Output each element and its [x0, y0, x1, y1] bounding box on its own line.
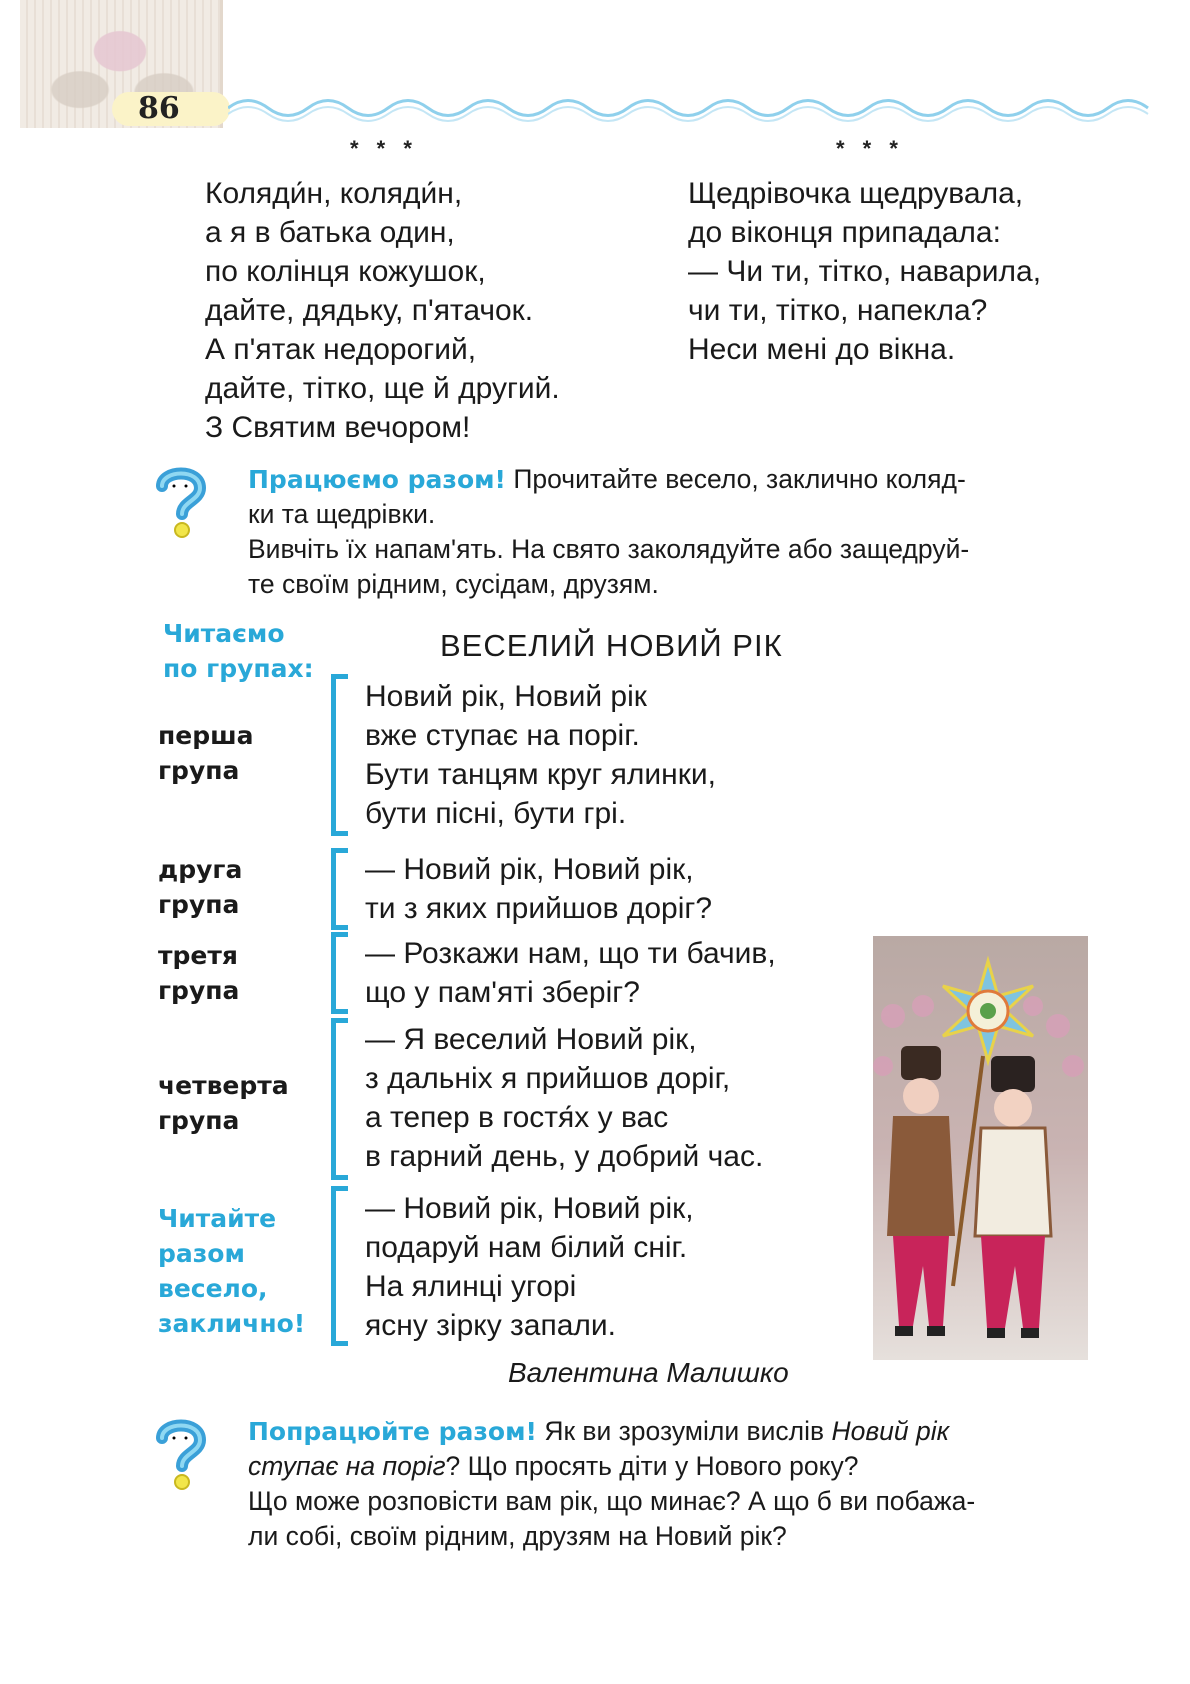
group-bracket [331, 1018, 348, 1180]
label-line: разом [158, 1239, 245, 1268]
verse-line: — Розкажи нам, що ти бачив, [365, 937, 776, 970]
poem-right-stars: * * * [836, 136, 904, 161]
task2-line: Що може розповісти вам рік, що минає? А що б ви побажа- [248, 1486, 976, 1516]
verse-line: подаруй нам білий сніг. [365, 1231, 688, 1264]
group-verse [365, 850, 712, 928]
task-work-together-2 [248, 1414, 1100, 1554]
task2-italic: Новий рік [831, 1416, 950, 1446]
heading-line: Читаємо [163, 619, 285, 648]
carolers-photo [873, 936, 1088, 1360]
poem-left-line: а я в батька один, [205, 216, 455, 249]
label-line: Читайте [158, 1204, 277, 1233]
group-label-line: третя [158, 941, 238, 970]
task2-text: Як ви зрозуміли вислів [536, 1416, 832, 1446]
task1-line: те своїм рідним, сусідам, друзям. [248, 569, 659, 599]
group-label-line: група [158, 1106, 240, 1135]
task2-line [248, 1414, 1100, 1449]
verse-line: ти з яких прийшов доріг? [365, 892, 713, 925]
group-label [158, 852, 242, 922]
read-together-label [158, 1201, 305, 1341]
page-number: 86 [138, 91, 180, 126]
task2-text: ? Що просять діти у Нового року? [445, 1451, 859, 1481]
group-label-line: четверта [158, 1071, 289, 1100]
poem-left-line: по колінця кожушок, [205, 255, 486, 288]
verse-line: в гарний день, у добрий час. [365, 1140, 764, 1173]
task1-text: Прочитайте весело, заклично коляд- [505, 464, 966, 494]
task-work-together [248, 462, 1100, 602]
verse-line: бути пісні, бути грі. [365, 797, 627, 830]
verse-line: з дальніх я прийшов доріг, [365, 1062, 731, 1095]
verse-line: — Новий рік, Новий рік, [365, 853, 694, 886]
poem-left-line: А п'ятак недорогий, [205, 333, 477, 366]
poem-left-line: Коляди́н, коляди́н, [205, 177, 463, 210]
song-title: ВЕСЕЛИЙ НОВИЙ РІК [440, 628, 783, 663]
verse-line: що у пам'яті зберіг? [365, 976, 640, 1009]
group-label-line: група [158, 890, 240, 919]
group-verse [365, 1020, 763, 1176]
task2-italic: ступає на поріг [248, 1451, 446, 1481]
poem-left-line: З Святим вечором! [205, 411, 471, 444]
poem-right-line: — Чи ти, тітко, наварила, [688, 255, 1042, 288]
label-line: заклично! [158, 1309, 306, 1338]
verse-line: — Новий рік, Новий рік, [365, 1192, 694, 1225]
group-verse [365, 677, 716, 833]
poem-right-line: до віконця припадала: [688, 216, 1001, 249]
group-bracket [331, 674, 348, 836]
verse-line: вже ступає на поріг. [365, 719, 640, 752]
reading-groups-heading [163, 616, 314, 686]
poem-left-stars: * * * [350, 136, 418, 161]
poem-right-line: чи ти, тітко, напекла? [688, 294, 988, 327]
poem-left [205, 174, 560, 447]
question-mark-icon [152, 1416, 210, 1492]
task1-line [248, 462, 1100, 497]
group-label-line: перша [158, 721, 254, 750]
group-label-line: друга [158, 855, 243, 884]
verse-line: Бути танцям круг ялинки, [365, 758, 716, 791]
verse-line: а тепер в гостя́х у вас [365, 1101, 669, 1134]
poem-left-line: дайте, тітко, ще й другий. [205, 372, 560, 405]
final-verse [365, 1189, 694, 1345]
poem-right-line: Неси мені до вікна. [688, 333, 956, 366]
verse-line: — Я веселий Новий рік, [365, 1023, 697, 1056]
task1-highlight: Працюємо разом! [248, 465, 506, 494]
group-bracket [331, 932, 348, 1014]
verse-line: На ялинці угорі [365, 1270, 577, 1303]
verse-line: Новий рік, Новий рік [365, 680, 647, 713]
poem-author: Валентина Малишко [508, 1357, 789, 1388]
group-label-line: група [158, 976, 240, 1005]
poem-right [688, 174, 1041, 369]
poem-left-line: дайте, дядьку, п'ятачок. [205, 294, 534, 327]
task1-line: Вивчіть їх напам'ять. На свято заколядуйте або защедруй- [248, 534, 970, 564]
wave-decoration [228, 88, 1178, 128]
group-bracket [331, 1186, 348, 1346]
question-mark-icon [152, 464, 210, 540]
group-label-line: група [158, 756, 240, 785]
label-line: весело, [158, 1274, 268, 1303]
task2-line [248, 1449, 1100, 1484]
group-bracket [331, 848, 348, 930]
verse-line: ясну зірку запали. [365, 1309, 617, 1342]
task2-highlight: Попрацюйте разом! [248, 1417, 537, 1446]
group-label [158, 938, 239, 1008]
poem-right-line: Щедрівочка щедрувала, [688, 177, 1024, 210]
heading-line: по групах: [163, 654, 314, 683]
task2-line: ли собі, своїм рідним, друзям на Новий рік? [248, 1521, 787, 1551]
group-label [158, 1068, 289, 1138]
group-verse [365, 934, 776, 1012]
group-label [158, 718, 254, 788]
task1-line: ки та щедрівки. [248, 499, 436, 529]
